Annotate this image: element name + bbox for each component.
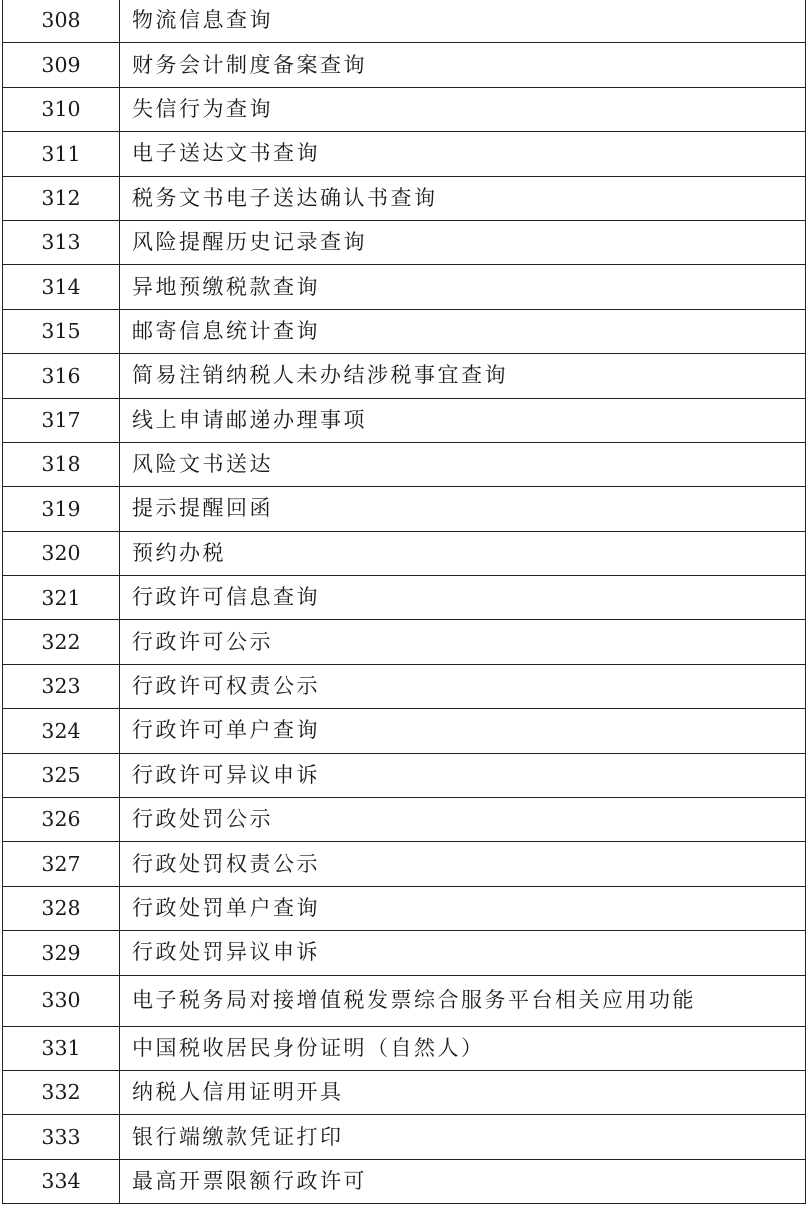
table-row <box>3 0 806 43</box>
service-name: 提示提醒回函 <box>120 487 806 531</box>
row-number: 309 <box>3 43 120 87</box>
service-name: 行政许可权责公示 <box>120 664 806 708</box>
service-list-table <box>2 0 806 1204</box>
row-number: 319 <box>3 487 120 531</box>
table-row <box>3 220 806 264</box>
service-name: 财务会计制度备案查询 <box>120 43 806 87</box>
service-name: 行政许可公示 <box>120 620 806 664</box>
table-row <box>3 132 806 176</box>
table-row <box>3 309 806 353</box>
service-name: 行政许可单户查询 <box>120 709 806 753</box>
row-number: 315 <box>3 309 120 353</box>
service-name: 行政处罚权责公示 <box>120 842 806 886</box>
table-row <box>3 664 806 708</box>
row-number: 320 <box>3 531 120 575</box>
table-row <box>3 1115 806 1159</box>
table-row <box>3 931 806 975</box>
row-number: 334 <box>3 1159 120 1203</box>
row-number: 311 <box>3 132 120 176</box>
row-number: 331 <box>3 1026 120 1070</box>
table-row <box>3 620 806 664</box>
row-number: 322 <box>3 620 120 664</box>
service-name: 税务文书电子送达确认书查询 <box>120 176 806 220</box>
table-row <box>3 354 806 398</box>
table-row <box>3 176 806 220</box>
service-name: 中国税收居民身份证明（自然人） <box>120 1026 806 1070</box>
service-name: 电子税务局对接增值税发票综合服务平台相关应用功能 <box>120 975 806 1026</box>
table-row <box>3 265 806 309</box>
table-row <box>3 442 806 486</box>
table-row <box>3 487 806 531</box>
row-number: 333 <box>3 1115 120 1159</box>
row-number: 314 <box>3 265 120 309</box>
service-name: 行政处罚公示 <box>120 798 806 842</box>
table-row <box>3 576 806 620</box>
service-name: 风险提醒历史记录查询 <box>120 220 806 264</box>
row-number: 329 <box>3 931 120 975</box>
service-name: 银行端缴款凭证打印 <box>120 1115 806 1159</box>
row-number: 316 <box>3 354 120 398</box>
row-number: 325 <box>3 753 120 797</box>
service-name: 物流信息查询 <box>120 0 806 43</box>
service-name: 行政处罚单户查询 <box>120 886 806 930</box>
table-row <box>3 87 806 131</box>
table-row <box>3 531 806 575</box>
service-name: 行政许可信息查询 <box>120 576 806 620</box>
table-row <box>3 842 806 886</box>
table-row <box>3 798 806 842</box>
row-number: 324 <box>3 709 120 753</box>
row-number: 323 <box>3 664 120 708</box>
row-number: 330 <box>3 975 120 1026</box>
service-name: 行政处罚异议申诉 <box>120 931 806 975</box>
service-name: 邮寄信息统计查询 <box>120 309 806 353</box>
table-row <box>3 753 806 797</box>
service-name: 最高开票限额行政许可 <box>120 1159 806 1203</box>
table-row <box>3 975 806 1026</box>
service-name: 简易注销纳税人未办结涉税事宜查询 <box>120 354 806 398</box>
table-row <box>3 398 806 442</box>
table-row <box>3 43 806 87</box>
row-number: 318 <box>3 442 120 486</box>
row-number: 332 <box>3 1070 120 1114</box>
row-number: 313 <box>3 220 120 264</box>
table-row <box>3 1159 806 1203</box>
row-number: 327 <box>3 842 120 886</box>
service-name: 风险文书送达 <box>120 442 806 486</box>
row-number: 326 <box>3 798 120 842</box>
table-row <box>3 1070 806 1114</box>
row-number: 310 <box>3 87 120 131</box>
table-row <box>3 1026 806 1070</box>
row-number: 312 <box>3 176 120 220</box>
table-row <box>3 709 806 753</box>
row-number: 317 <box>3 398 120 442</box>
service-name: 行政许可异议申诉 <box>120 753 806 797</box>
service-name: 预约办税 <box>120 531 806 575</box>
service-name: 异地预缴税款查询 <box>120 265 806 309</box>
service-name: 线上申请邮递办理事项 <box>120 398 806 442</box>
row-number: 328 <box>3 886 120 930</box>
service-name: 电子送达文书查询 <box>120 132 806 176</box>
table-row <box>3 886 806 930</box>
row-number: 308 <box>3 0 120 43</box>
service-name: 纳税人信用证明开具 <box>120 1070 806 1114</box>
service-name: 失信行为查询 <box>120 87 806 131</box>
row-number: 321 <box>3 576 120 620</box>
